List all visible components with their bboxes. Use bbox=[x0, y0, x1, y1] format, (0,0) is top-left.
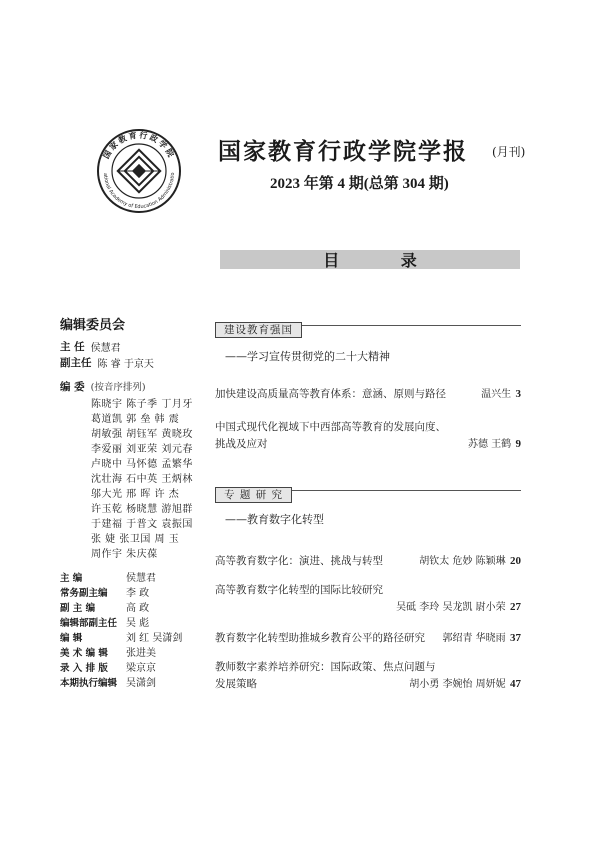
director-name: 侯慧君 bbox=[90, 342, 121, 354]
article-title: 高等教育数字化转型的国际比较研究 bbox=[215, 584, 383, 596]
members-list bbox=[91, 395, 210, 560]
section-subtitle: ——学习宣传贯彻党的二十大精神 bbox=[225, 350, 390, 363]
article-page: 37 bbox=[510, 632, 521, 644]
staff-role: 副 主 编 bbox=[60, 602, 96, 614]
member-row: 沈壮海 石中英 王炳林 bbox=[91, 474, 193, 485]
member-row: 胡敏强 胡钰军 黄晓玫 bbox=[91, 429, 193, 440]
article-authors: 胡钦太 危妙 陈颖琳 bbox=[419, 556, 506, 567]
staff-row bbox=[60, 599, 210, 614]
article-page: 3 bbox=[515, 388, 521, 400]
members-role: 编 委 bbox=[60, 380, 85, 393]
staff-row bbox=[60, 629, 210, 644]
staff-list bbox=[60, 569, 210, 689]
member-row: 邬大光 邢 晖 许 杰 bbox=[91, 489, 180, 500]
issue-number: 2023 年第 4 期(总第 304 期) bbox=[270, 176, 449, 192]
staff-name: 吴 彪 bbox=[126, 618, 150, 629]
academy-logo bbox=[96, 128, 182, 214]
article-title: 教育数字化转型助推城乡教育公平的路径研究 bbox=[215, 632, 425, 644]
journal-frequency: (月刊) bbox=[492, 145, 526, 159]
staff-role: 美 术 编 辑 bbox=[60, 647, 108, 659]
article-authors: 苏德 王鹤 bbox=[467, 439, 512, 450]
staff-role: 编辑部副主任 bbox=[60, 617, 118, 629]
article-authors: 吴砥 李玲 吴龙凯 尉小荣 bbox=[396, 602, 506, 613]
director-row bbox=[60, 338, 210, 354]
staff-row bbox=[60, 674, 210, 689]
director-role: 主 任 bbox=[60, 340, 85, 353]
article-title-cont: 发展策略 bbox=[215, 678, 257, 690]
article-entry[interactable] bbox=[215, 630, 521, 647]
deputy-row bbox=[60, 354, 210, 370]
member-row: 张 婕 张卫国 周 玉 bbox=[91, 534, 180, 545]
deputy-role: 副主任 bbox=[60, 356, 92, 369]
member-row: 卢晓中 马怀德 孟繁华 bbox=[91, 459, 193, 470]
staff-name: 梁京京 bbox=[126, 663, 156, 674]
staff-role: 主 编 bbox=[60, 572, 83, 584]
article-entry[interactable] bbox=[215, 386, 521, 403]
section-title: 建设教育强国 bbox=[215, 322, 302, 338]
article-title: 高等教育数字化：演进、挑战与转型 bbox=[215, 555, 383, 567]
staff-name: 刘 红 吴潇剑 bbox=[126, 633, 183, 644]
article-title: 中国式现代化视域下中西部高等教育的发展向度、 bbox=[215, 421, 446, 433]
editorial-board bbox=[60, 314, 210, 689]
svg-text:国家教育行政学院: 国家教育行政学院 bbox=[100, 129, 178, 161]
staff-row bbox=[60, 644, 210, 659]
board-title: 编辑委员会 bbox=[60, 318, 126, 333]
member-row: 于建福 于普文 袁振国 bbox=[91, 519, 193, 530]
staff-name: 张进美 bbox=[126, 648, 156, 659]
article-page: 20 bbox=[510, 555, 521, 567]
staff-row bbox=[60, 584, 210, 599]
section-subtitle: ——教育数字化转型 bbox=[225, 513, 324, 526]
section-title: 专 题 研 究 bbox=[215, 487, 292, 503]
toc-title: 目 录 bbox=[323, 251, 445, 270]
staff-name: 高 政 bbox=[126, 603, 150, 614]
article-title: 加快建设高质量高等教育体系：意涵、原则与路径 bbox=[215, 388, 446, 400]
staff-name: 吴潇剑 bbox=[126, 678, 156, 689]
member-row: 李爱丽 刘亚荣 刘元春 bbox=[91, 444, 193, 455]
member-row: 陈晓宇 陈子季 丁月牙 bbox=[91, 399, 193, 410]
staff-role: 录 入 排 版 bbox=[60, 662, 108, 674]
member-row: 葛道凯 郭 垒 韩 震 bbox=[91, 414, 180, 425]
article-entry[interactable] bbox=[215, 582, 521, 616]
toc-banner bbox=[220, 250, 520, 269]
section-header bbox=[215, 483, 521, 499]
member-row: 许玉乾 杨晓慧 游旭群 bbox=[91, 504, 193, 515]
article-authors: 胡小勇 李婉怡 周妍妮 bbox=[409, 679, 506, 690]
article-title: 教师数字素养培养研究：国际政策、焦点问题与 bbox=[215, 661, 436, 673]
table-of-contents bbox=[215, 318, 521, 693]
article-entry[interactable] bbox=[215, 659, 521, 693]
article-authors: 温兴生 bbox=[481, 389, 512, 400]
members-head bbox=[60, 378, 210, 394]
article-page: 9 bbox=[515, 438, 521, 450]
section-header bbox=[215, 318, 521, 334]
article-authors: 郭绍青 华晓雨 bbox=[442, 633, 506, 644]
article-entry[interactable] bbox=[215, 419, 521, 453]
member-row: 周作宇 朱庆葆 bbox=[91, 549, 158, 560]
staff-role: 本期执行编辑 bbox=[60, 677, 118, 689]
staff-role: 编 辑 bbox=[60, 632, 83, 644]
staff-name: 李 政 bbox=[126, 588, 150, 599]
journal-title: 国家教育行政学院学报 bbox=[218, 138, 468, 165]
staff-role: 常务副主编 bbox=[60, 587, 108, 599]
deputy-names: 陈 睿 于京天 bbox=[97, 358, 154, 370]
members-note: (按音序排列) bbox=[90, 382, 146, 393]
staff-row bbox=[60, 569, 210, 584]
staff-row bbox=[60, 614, 210, 629]
svg-text:National Academy of Education: ational Academy of Education Administratio bbox=[101, 172, 177, 211]
article-page: 27 bbox=[510, 601, 521, 613]
article-page: 47 bbox=[510, 678, 521, 690]
article-entry[interactable] bbox=[215, 553, 521, 570]
staff-name: 侯慧君 bbox=[126, 573, 156, 584]
article-title-cont: 挑战及应对 bbox=[215, 438, 268, 450]
staff-row bbox=[60, 659, 210, 674]
